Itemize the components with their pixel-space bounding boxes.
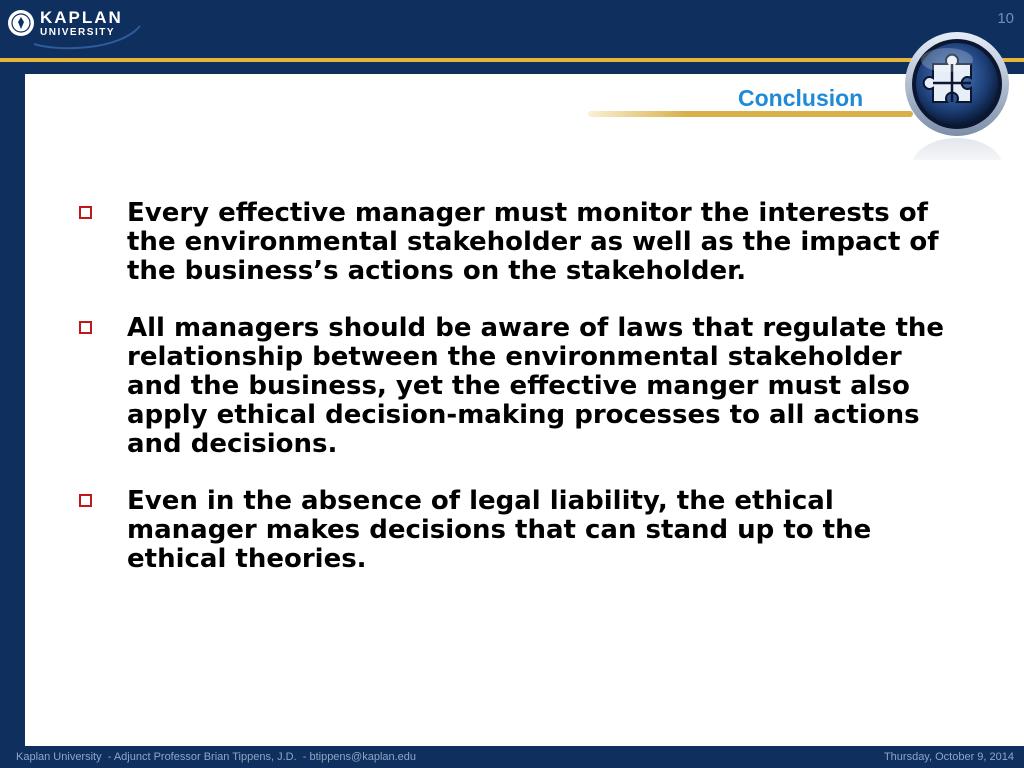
bullet-item [75,199,965,286]
kaplan-logo [8,6,138,46]
hollow-square-bullet-icon [79,206,92,219]
gold-divider [0,58,1024,62]
footer-attribution: Kaplan University - Adjunct Professor Brian Tippens, J.D. - btippens@kaplan.edu [16,751,417,763]
hollow-square-bullet-icon [79,494,92,507]
bullet-list [75,199,965,602]
kaplan-seal-icon [8,10,34,36]
logo-text-kaplan: KAPLAN [40,8,123,27]
footer-date: Thursday, October 9, 2014 [883,751,1014,763]
header-bar [0,0,1024,58]
slide-number: 10 [997,10,1014,27]
slide-title: Conclusion [738,85,864,111]
bullet-text: Every effective manager must monitor the interests of the environmental stakeholder as well as the impact of the business’s actions on the stakeholder. [127,198,939,286]
bullet-item [75,487,965,574]
puzzle-piece-icon [903,30,1011,160]
bullet-item [75,314,965,459]
logo-text-university: UNIVERSITY [40,27,116,38]
bullet-text: All managers should be aware of laws that regulate the relationship between the environmental stakeholder and the business, yet the effective manger must also apply ethical decision-making processes to all actions and decisions. [127,313,945,459]
bullet-text: Even in the absence of legal liability, the ethical manager makes decisions that can stand up to the ethical theories. [127,486,872,574]
hollow-square-bullet-icon [79,321,92,334]
